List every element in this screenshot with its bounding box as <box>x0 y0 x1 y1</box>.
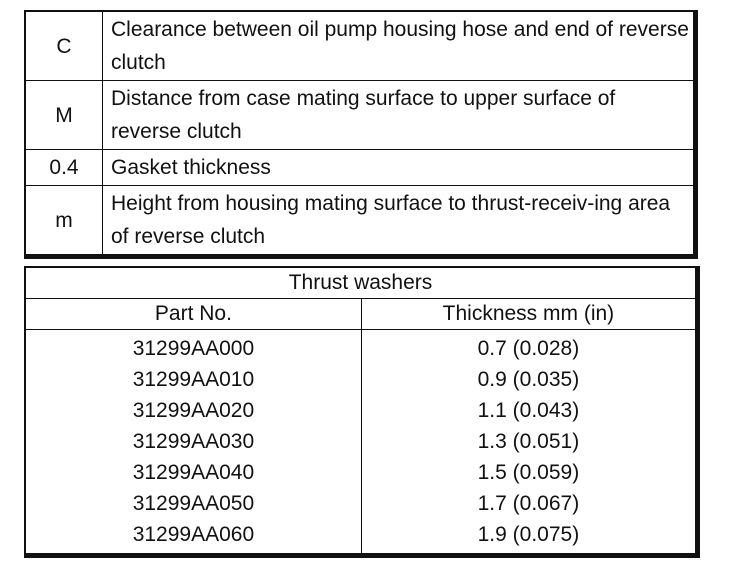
part-number-cell: 31299AA030 <box>25 426 361 457</box>
thickness-cell: 0.7 (0.028) <box>361 330 697 365</box>
part-number-cell: 31299AA020 <box>25 395 361 426</box>
symbol-cell: C <box>25 11 103 81</box>
thickness-cell: 1.5 (0.059) <box>361 457 697 488</box>
symbol-cell: m <box>25 186 103 257</box>
symbol-cell: M <box>25 81 103 150</box>
thickness-cell: 1.7 (0.067) <box>361 488 697 519</box>
table-row <box>25 519 698 556</box>
thickness-cell: 1.9 (0.075) <box>361 519 697 556</box>
definition-row-m-upper <box>25 81 696 150</box>
table-row <box>25 488 698 519</box>
table-title: Thrust washers <box>25 267 698 299</box>
thickness-cell: 1.1 (0.043) <box>361 395 697 426</box>
definition-row-c <box>25 11 696 81</box>
table-row <box>25 426 698 457</box>
description-cell: Clearance between oil pump housing hose and end of reverse clutch <box>103 11 696 81</box>
definition-row-gasket <box>25 150 696 186</box>
symbol-cell: 0.4 <box>25 150 103 186</box>
part-number-cell: 31299AA040 <box>25 457 361 488</box>
description-cell: Distance from case mating surface to upper surface of reverse clutch <box>103 81 696 150</box>
description-cell: Gasket thickness <box>103 150 696 186</box>
table-title-row <box>25 267 698 299</box>
part-number-cell: 31299AA060 <box>25 519 361 556</box>
table-header-row <box>25 299 698 330</box>
part-number-cell: 31299AA010 <box>25 364 361 395</box>
column-header-thickness: Thickness mm (in) <box>361 299 697 330</box>
column-header-part-no: Part No. <box>25 299 361 330</box>
thickness-cell: 1.3 (0.051) <box>361 426 697 457</box>
thickness-cell: 0.9 (0.035) <box>361 364 697 395</box>
part-number-cell: 31299AA000 <box>25 330 361 365</box>
definition-row-m-lower <box>25 186 696 257</box>
thrust-washers-table <box>24 266 700 558</box>
table-row <box>25 457 698 488</box>
table-row <box>25 364 698 395</box>
table-row <box>25 395 698 426</box>
definitions-table <box>24 10 698 259</box>
table-row <box>25 330 698 365</box>
description-cell: Height from housing mating surface to thrust-receiv-ing area of reverse clutch <box>103 186 696 257</box>
part-number-cell: 31299AA050 <box>25 488 361 519</box>
